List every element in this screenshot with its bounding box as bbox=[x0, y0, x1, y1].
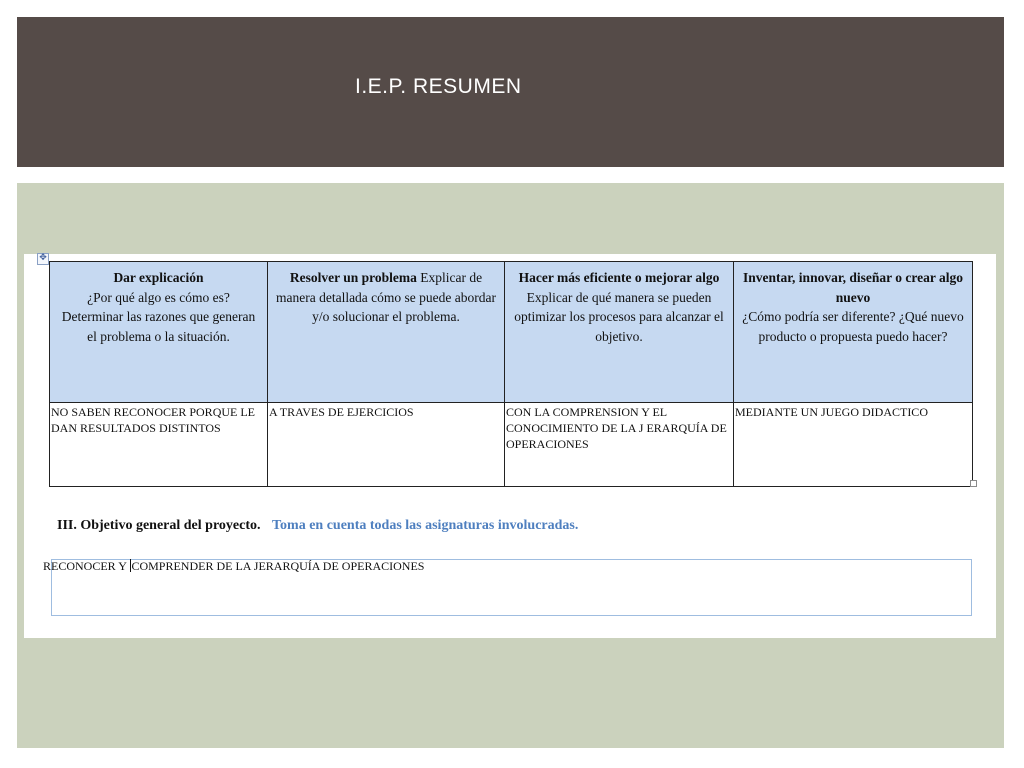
header-body: ¿Por qué algo es cómo es? Determinar las razones que generan el problema o la situación. bbox=[61, 289, 256, 344]
slide-title: I.E.P. RESUMEN bbox=[355, 75, 522, 98]
header-body: Explicar de qué manera se pueden optimizar los procesos para alcanzar el objetivo. bbox=[514, 289, 724, 344]
table-resize-handle-icon[interactable] bbox=[970, 480, 977, 487]
table-row bbox=[50, 403, 973, 487]
answer-cell[interactable]: A TRAVES DE EJERCICIOS bbox=[268, 403, 505, 487]
table-move-handle-icon[interactable]: ✥ bbox=[37, 253, 49, 265]
header-title: Inventar, innovar, diseñar o crear algo nuevo bbox=[743, 270, 963, 305]
answer-cell[interactable]: MEDIANTE UN JUEGO DIDACTICO bbox=[734, 403, 973, 487]
header-cell-eficiente bbox=[505, 262, 734, 403]
objective-label: III. Objetivo general del proyecto. bbox=[57, 518, 261, 533]
header-title: Dar explicación bbox=[113, 270, 204, 285]
objective-answer-text[interactable] bbox=[43, 559, 424, 574]
header-cell-resolver bbox=[268, 262, 505, 403]
header-cell-explicacion bbox=[50, 262, 268, 403]
header-title: Hacer más eficiente o mejorar algo bbox=[518, 270, 720, 285]
header-body: ¿Cómo podría ser diferente? ¿Qué nuevo producto o propuesta puedo hacer? bbox=[742, 309, 964, 344]
header-band bbox=[17, 17, 1004, 167]
header-body: Explicar de manera detallada cómo se puede abordar y/o solucionar el problema. bbox=[275, 270, 496, 324]
objective-heading bbox=[57, 518, 578, 534]
table-header-row bbox=[50, 262, 973, 403]
answer-text-end: COMPRENDER DE LA JERARQUÍA DE OPERACIONES bbox=[131, 559, 425, 573]
objective-note: Toma en cuenta todas las asignaturas involucradas. bbox=[272, 518, 579, 533]
header-title: Resolver un problema bbox=[289, 270, 417, 285]
header-cell-inventar bbox=[734, 262, 973, 403]
iep-table bbox=[49, 261, 973, 487]
answer-text-start: RECONOCER Y bbox=[43, 559, 130, 573]
document-image bbox=[24, 254, 996, 638]
answer-cell[interactable]: NO SABEN RECONOCER PORQUE LE DAN RESULTADOS DISTINTOS bbox=[50, 403, 268, 487]
answer-cell[interactable]: CON LA COMPRENSION Y EL CONOCIMIENTO DE LA J ERARQUÍA DE OPERACIONES bbox=[505, 403, 734, 487]
